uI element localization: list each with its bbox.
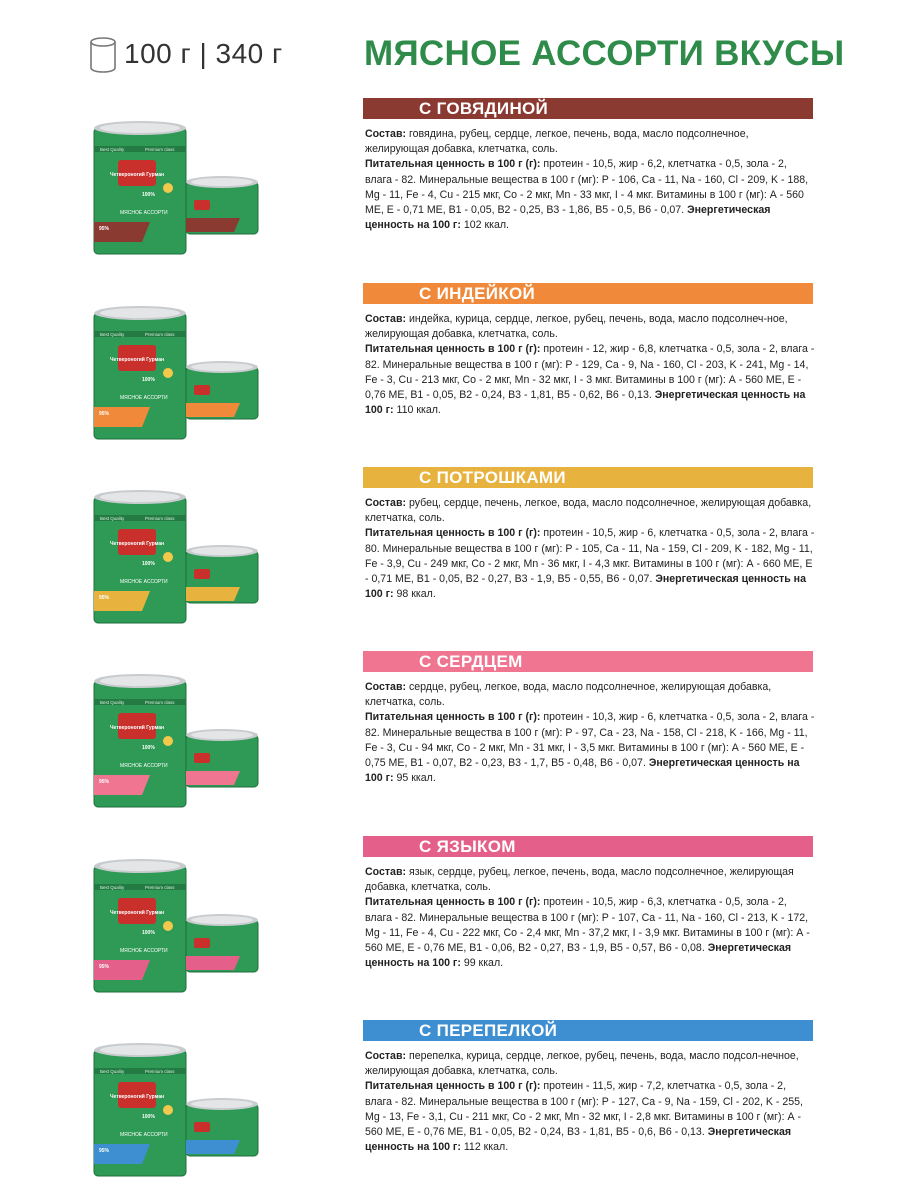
svg-text:Best Quality: Best Quality xyxy=(100,516,125,521)
product-section-4 xyxy=(0,651,900,821)
svg-text:95%: 95% xyxy=(99,964,110,970)
composition-paragraph xyxy=(365,680,815,710)
svg-text:Premium class: Premium class xyxy=(145,885,175,890)
svg-text:Premium class: Premium class xyxy=(145,147,175,152)
nutrition-label: Питательная ценность в 100 г (г): xyxy=(365,158,541,171)
product-cans-image xyxy=(90,301,260,441)
svg-text:100%: 100% xyxy=(142,561,155,567)
large-can xyxy=(94,121,186,254)
product-section-1 xyxy=(0,98,900,268)
energy-value: 110 ккал. xyxy=(396,404,441,417)
product-description xyxy=(365,312,815,418)
energy-label: Энергетическая ценность на 100 г: xyxy=(365,573,806,601)
ingredients-text: рубец, сердце, печень, легкое, вода, масло подсолнечное, желирующая добавка, клетчатка, соль. xyxy=(365,497,812,525)
svg-text:МЯСНОЕ АССОРТИ: МЯСНОЕ АССОРТИ xyxy=(120,210,168,216)
nutrition-paragraph xyxy=(365,895,815,971)
product-cans-image xyxy=(90,1038,260,1178)
product-section-6 xyxy=(0,1020,900,1190)
product-banner: С СЕРДЦЕМ xyxy=(363,651,813,672)
composition-paragraph xyxy=(365,127,815,157)
small-can xyxy=(186,545,258,603)
small-can xyxy=(186,729,258,787)
nutrition-paragraph xyxy=(365,710,815,786)
nutrition-label: Питательная ценность в 100 г (г): xyxy=(365,343,541,356)
nutrition-paragraph xyxy=(365,1079,815,1155)
energy-label: Энергетическая ценность на 100 г: xyxy=(365,389,806,417)
product-banner: С ПЕРЕПЕЛКОЙ xyxy=(363,1020,813,1041)
product-description xyxy=(365,1049,815,1155)
svg-text:МЯСНОЕ АССОРТИ: МЯСНОЕ АССОРТИ xyxy=(120,763,168,769)
large-can xyxy=(94,1043,186,1176)
small-can xyxy=(186,361,258,419)
large-can xyxy=(94,859,186,992)
nutrition-text: протеин - 10,5, жир - 6,3, клетчатка - 0,5, зола - 2, влага - 82. Минеральные вещества в 100 г (мг): P - 107, Ca - 11, Na - 160, Cl - 213, K - 172, Mg - 11, Fe - 4, Cu - 222 мкг, Co - 2,4 мкг, Mn - 37,2 мкг, I - 3,9 мкг. Витамины в 100 г (мг): А - 560 МЕ, Е - 0,76 МЕ, В1 - 0,06, В2 - 0,27, В3 - 1,9, В5 - 0,57, В6 - 0,08. xyxy=(365,896,810,955)
svg-text:Четвероногий Гурман: Четвероногий Гурман xyxy=(109,172,165,178)
nutrition-label: Питательная ценность в 100 г (г): xyxy=(365,527,541,540)
composition-paragraph xyxy=(365,1049,815,1079)
product-banner: С ГОВЯДИНОЙ xyxy=(363,98,813,119)
ingredients-text: сердце, рубец, легкое, вода, масло подсолнечное, желирующая добавка, клетчатка, соль. xyxy=(365,681,772,709)
nutrition-text: протеин - 10,5, жир - 6, клетчатка - 0,5, зола - 2, влага - 80. Минеральные вещества в 100 г (мг): P - 105, Ca - 11, Na - 159, Cl - 209, K - 182, Mg - 11, Fe - 3,9, Cu - 249 мкг, Co - 2 мкг, Mn - 36 мкг, I - 4,3 мкг. Витамины в 100 г (мг): А - 660 МЕ, Е - 0,71 МЕ, В1 - 0,05, В2 - 0,27, В3 - 1,9, В5 - 0,55, В6 - 0,07. xyxy=(365,527,815,586)
ingredients-text: язык, сердце, рубец, легкое, печень, вода, масло подсолнечное, желирующая добавка, клетчатка, соль. xyxy=(365,866,794,894)
energy-value: 95 ккал. xyxy=(396,772,436,785)
energy-value: 112 ккал. xyxy=(463,1141,509,1154)
svg-text:Best Quality: Best Quality xyxy=(100,885,125,890)
svg-text:МЯСНОЕ АССОРТИ: МЯСНОЕ АССОРТИ xyxy=(120,948,168,954)
ingredients-text: индейка, курица, сердце, легкое, рубец, печень, вода, масло подсолнеч-ное, желирующая добавка, клетчатка, соль. xyxy=(365,313,788,341)
composition-label: Состав: xyxy=(365,866,406,878)
product-section-3 xyxy=(0,467,900,637)
large-can xyxy=(94,306,186,439)
nutrition-text: протеин - 10,5, жир - 6,2, клетчатка - 0,5, зола - 2, влага - 82. Минеральные вещества в 100 г (мг): P - 106, Ca - 11, Na - 160, Cl - 209, K - 188, Mg - 11, Fe - 4, Cu - 215 мкг, Co - 2 мкг, Mn - 33 мкг, I - 4 мкг. Витамины в 100 г (мг): А - 560 МЕ, Е - 0,71 МЕ, В1 - 0,05, В2 - 0,25, В3 - 1,86, В5 - 0,5, В6 - 0,07. xyxy=(365,158,809,217)
svg-text:Четвероногий Гурман: Четвероногий Гурман xyxy=(109,541,165,547)
small-can xyxy=(186,176,258,234)
nutrition-paragraph xyxy=(365,342,815,418)
nutrition-text: протеин - 11,5, жир - 7,2, клетчатка - 0,5, зола - 2, влага - 82. Минеральные вещества в 100 г (мг): P - 127, Ca - 9, Na - 159, Cl - 202, K - 255, Mg - 13, Fe - 3,1, Cu - 211 мкг, Co - 2 мкг, Mn - 32 мкг, I - 2,8 мкг. Витамины в 100 г (мг): А - 560 МЕ, Е - 0,76 МЕ, В1 - 0,05, В2 - 0,24, В3 - 1,81, В5 - 0,6, В6 - 0,13. xyxy=(365,1080,803,1139)
product-cans-image xyxy=(90,854,260,994)
energy-label: Энергетическая ценность на 100 г: xyxy=(365,942,792,970)
product-banner: С ИНДЕЙКОЙ xyxy=(363,283,813,304)
composition-paragraph xyxy=(365,312,815,342)
svg-text:95%: 95% xyxy=(99,1148,110,1154)
svg-text:Четвероногий Гурман: Четвероногий Гурман xyxy=(109,1094,165,1100)
svg-text:Best Quality: Best Quality xyxy=(100,332,125,337)
svg-text:Premium class: Premium class xyxy=(145,1069,175,1074)
composition-label: Состав: xyxy=(365,1050,406,1062)
svg-text:МЯСНОЕ АССОРТИ: МЯСНОЕ АССОРТИ xyxy=(120,579,168,585)
svg-text:Best Quality: Best Quality xyxy=(100,1069,125,1074)
svg-text:Premium class: Premium class xyxy=(145,516,175,521)
energy-label: Энергетическая ценность на 100 г: xyxy=(365,757,800,785)
product-cans-image xyxy=(90,485,260,625)
svg-text:95%: 95% xyxy=(99,779,110,785)
svg-text:МЯСНОЕ АССОРТИ: МЯСНОЕ АССОРТИ xyxy=(120,395,168,401)
product-description xyxy=(365,680,815,786)
product-banner: С ПОТРОШКАМИ xyxy=(363,467,813,488)
large-can xyxy=(94,490,186,623)
svg-text:100%: 100% xyxy=(142,192,155,198)
svg-text:Best Quality: Best Quality xyxy=(100,147,125,152)
energy-value: 99 ккал. xyxy=(463,957,504,970)
nutrition-text: протеин - 10,3, жир - 6, клетчатка - 0,5, зола - 2, влага - 82. Минеральные вещества в 100 г (мг): P - 97, Ca - 23, Na - 158, Cl - 218, K - 166, Mg - 11, Fe - 3, Cu - 94 мкг, Co - 2 мкг, Mn - 31 мкг, I - 3,5 мкг. Витамины в 100 г (мг): А - 560 МЕ, Е - 0,75 МЕ, В1 - 0,07, В2 - 0,23, В3 - 1,7, В5 - 0,48, В6 - 0,07. xyxy=(365,711,815,770)
product-description xyxy=(365,127,815,233)
ingredients-text: перепелка, курица, сердце, легкое, рубец, печень, вода, масло подсол-нечное, желирующая добавка, клетчатка, соль. xyxy=(365,1050,799,1078)
can-weights: 100 г | 340 г xyxy=(124,38,283,69)
nutrition-paragraph xyxy=(365,526,815,602)
svg-text:Premium class: Premium class xyxy=(145,332,175,337)
small-can xyxy=(186,914,258,972)
svg-text:95%: 95% xyxy=(99,595,110,601)
nutrition-label: Питательная ценность в 100 г (г): xyxy=(365,896,541,909)
svg-text:100%: 100% xyxy=(142,745,155,751)
nutrition-label: Питательная ценность в 100 г (г): xyxy=(365,1080,541,1093)
product-section-2 xyxy=(0,283,900,453)
composition-paragraph xyxy=(365,865,815,895)
energy-label: Энергетическая ценность на 100 г: xyxy=(365,204,771,232)
composition-label: Состав: xyxy=(365,681,406,693)
page-title: МЯСНОЕ АССОРТИ ВКУСЫ xyxy=(364,34,845,73)
svg-text:Четвероногий Гурман: Четвероногий Гурман xyxy=(109,910,165,916)
energy-label: Энергетическая ценность на 100 г: xyxy=(365,1126,792,1154)
svg-text:Premium class: Premium class xyxy=(145,700,175,705)
small-can xyxy=(186,1098,258,1156)
composition-label: Состав: xyxy=(365,497,406,509)
product-description xyxy=(365,865,815,971)
svg-text:100%: 100% xyxy=(142,1114,155,1120)
composition-label: Состав: xyxy=(365,313,406,325)
nutrition-paragraph xyxy=(365,157,815,233)
ingredients-text: говядина, рубец, сердце, легкое, печень, вода, масло подсолнечное, желирующая добавка, клетчатка, соль. xyxy=(365,128,749,156)
product-cans-image xyxy=(90,116,260,256)
svg-text:МЯСНОЕ АССОРТИ: МЯСНОЕ АССОРТИ xyxy=(120,1132,168,1138)
composition-label: Состав: xyxy=(365,128,406,140)
svg-text:100%: 100% xyxy=(142,377,155,383)
svg-text:95%: 95% xyxy=(99,226,110,232)
svg-text:95%: 95% xyxy=(99,411,110,417)
product-description xyxy=(365,496,815,602)
svg-text:Четвероногий Гурман: Четвероногий Гурман xyxy=(109,357,165,363)
page-header xyxy=(0,0,900,90)
nutrition-text: протеин - 12, жир - 6,8, клетчатка - 0,5, зола - 2, влага - 82. Минеральные вещества в 100 г (мг): P - 129, Ca - 9, Na - 160, Cl - 203, K - 241, Mg - 14, Fe - 3, Cu - 213 мкг, Co - 2 мкг, Mn - 32 мкг, I - 3 мкг. Витамины в 100 г (мг): А - 560 МЕ, Е - 0,76 МЕ, В1 - 0,05, В2 - 0,24, В3 - 1,81, В5 - 0,62, В6 - 0,13. xyxy=(365,343,815,402)
svg-text:Четвероногий Гурман: Четвероногий Гурман xyxy=(109,725,165,731)
can-size-icon xyxy=(88,36,118,76)
product-banner: С ЯЗЫКОМ xyxy=(363,836,813,857)
svg-text:Best Quality: Best Quality xyxy=(100,700,125,705)
large-can xyxy=(94,674,186,807)
energy-value: 98 ккал. xyxy=(396,588,436,601)
product-section-5 xyxy=(0,836,900,1006)
energy-value: 102 ккал. xyxy=(463,219,509,232)
composition-paragraph xyxy=(365,496,815,526)
product-cans-image xyxy=(90,669,260,809)
svg-text:100%: 100% xyxy=(142,930,155,936)
nutrition-label: Питательная ценность в 100 г (г): xyxy=(365,711,541,724)
